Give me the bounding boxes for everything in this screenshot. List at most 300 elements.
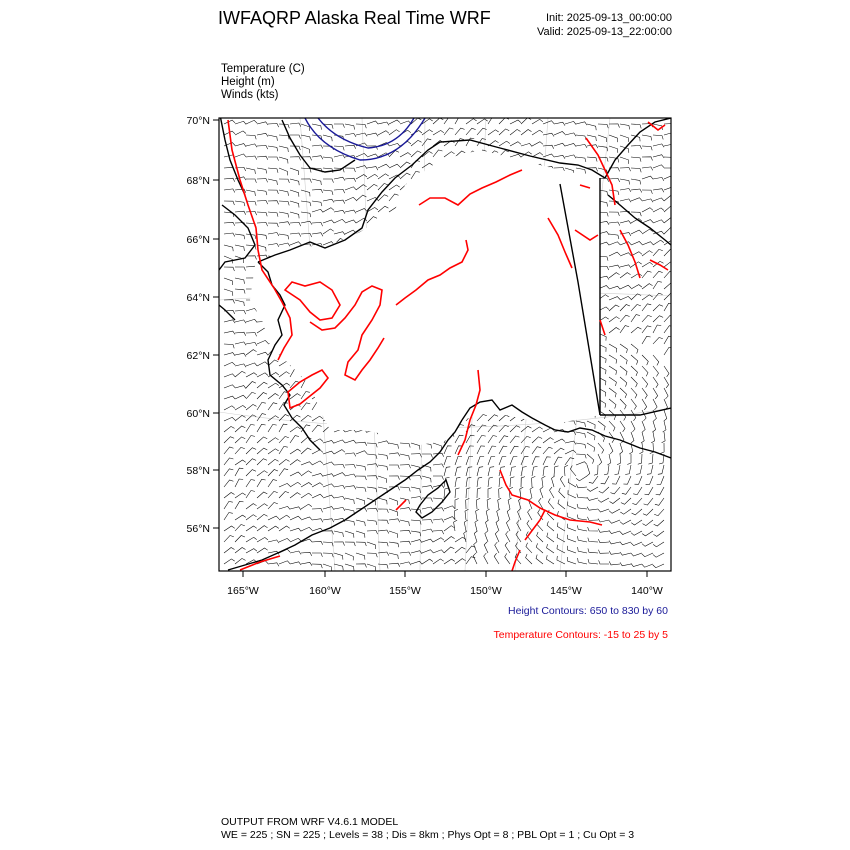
temperature-contour-legend: Temperature Contours: -15 to 25 by 5 [493, 629, 668, 641]
wind-barb [554, 439, 565, 443]
wind-barb [536, 543, 543, 553]
wind-barb [257, 492, 267, 498]
wind-barb [224, 374, 235, 377]
wind-barb [235, 558, 246, 564]
wind-barb [664, 195, 674, 201]
wind-barb [642, 355, 648, 365]
wind-barb [642, 410, 646, 421]
wind-barb [557, 545, 565, 553]
wind-barb [224, 289, 233, 296]
wind-barb [540, 487, 543, 498]
wind-barb [257, 402, 266, 410]
wind-barb [532, 447, 541, 454]
lon-label-140: 140°W [631, 585, 663, 597]
wind-barb [643, 520, 654, 526]
wind-barb [499, 129, 509, 135]
wind-barb [312, 124, 322, 130]
wind-barb [345, 498, 354, 504]
wind-barb [235, 332, 246, 336]
wind-barb [631, 563, 642, 566]
wind-barb [378, 206, 388, 212]
wind-barb [400, 454, 410, 460]
wind-barb [268, 540, 279, 543]
wind-barb [400, 530, 411, 534]
wind-barb [620, 377, 627, 387]
wind-barb [279, 243, 290, 246]
wind-barb [345, 486, 356, 490]
wind-barb [633, 487, 642, 495]
wind-barb [367, 553, 377, 557]
wind-barb [631, 198, 642, 201]
wind-barb [389, 143, 400, 146]
wind-barb [577, 494, 587, 498]
wind-barb [455, 139, 464, 146]
wind-barb [497, 509, 500, 520]
wind-barb [279, 135, 289, 139]
wind-barb [496, 520, 499, 531]
wind-barb [631, 553, 642, 556]
wind-barb [268, 157, 279, 161]
wind-barb [620, 366, 627, 375]
wind-barb [623, 476, 631, 484]
wind-barb [389, 563, 400, 567]
wind-barb [466, 128, 476, 135]
wind-barb [609, 297, 620, 300]
wind-barb [268, 244, 279, 247]
wind-barb [257, 548, 268, 553]
wind-barb [444, 526, 455, 531]
wind-barb [312, 179, 321, 185]
wind-barb [653, 531, 664, 536]
wind-barb [487, 498, 491, 509]
wind-barb [235, 131, 246, 135]
wind-barb [609, 146, 618, 153]
wind-barb [400, 541, 411, 545]
wind-barb [476, 509, 480, 520]
wind-barb [477, 446, 485, 454]
wind-barb [323, 190, 333, 195]
wind-barb [290, 460, 301, 465]
wind-barb [279, 372, 290, 377]
wind-barb [301, 471, 312, 476]
wind-barb [356, 476, 366, 480]
wind-barb [620, 285, 631, 289]
wind-barb [334, 210, 345, 213]
wind-barb [290, 123, 301, 127]
wind-barb [631, 421, 635, 432]
wind-barb [367, 174, 378, 179]
wind-barb [246, 156, 257, 160]
wind-barb [235, 536, 245, 543]
wind-barb [224, 535, 234, 542]
wind-barb [643, 509, 653, 515]
wind-barb [312, 494, 323, 498]
wind-barb [345, 178, 356, 182]
lat-label-60: 60°N [186, 408, 210, 420]
wind-barb [642, 564, 653, 567]
wind-barb [578, 536, 588, 542]
wind-barb [356, 133, 367, 136]
wind-barb [422, 507, 433, 510]
wind-barb [521, 457, 528, 465]
wind-barb [610, 487, 620, 494]
wind-barb [631, 355, 638, 365]
wind-barb [235, 278, 245, 284]
wind-barb [455, 547, 465, 553]
wind-barb [631, 366, 638, 376]
wind-barb [664, 326, 673, 333]
wind-barb [664, 175, 675, 179]
wind-barb [554, 448, 564, 454]
wind-barb [268, 470, 278, 477]
wind-barb [235, 524, 245, 531]
wind-barb [510, 467, 516, 476]
wind-barb [268, 459, 279, 465]
wind-barb [589, 476, 598, 483]
wind-barb [400, 465, 411, 469]
wind-barb [235, 426, 245, 432]
wind-barb [653, 553, 664, 557]
wind-barb [499, 487, 503, 498]
wind-barb [612, 476, 620, 484]
wind-barb [257, 373, 268, 377]
wind-barb [588, 538, 598, 542]
wind-barb [433, 538, 444, 542]
wind-barb [653, 366, 659, 377]
wind-barb [224, 362, 235, 366]
wind-barb [378, 164, 389, 168]
wind-barb [257, 133, 268, 136]
height-contour-legend: Height Contours: 650 to 830 by 60 [508, 605, 668, 617]
wind-barb [389, 453, 400, 457]
map-title: IWFAQRP Alaska Real Time WRF [218, 8, 491, 28]
wind-barb [664, 124, 675, 128]
wind-barb [565, 133, 576, 136]
wind-barb [334, 440, 345, 443]
wind-barb [475, 520, 478, 531]
wind-barb [235, 234, 245, 239]
wind-barb [268, 190, 278, 194]
wind-barb [235, 121, 246, 124]
wind-barb [279, 424, 287, 432]
wind-barb [257, 393, 267, 400]
wind-barb [547, 544, 554, 553]
wind-barb [356, 564, 367, 568]
wind-barb [499, 457, 506, 466]
wind-barb [345, 220, 356, 223]
wind-barb [422, 454, 433, 458]
wind-barb [620, 135, 629, 142]
wind-barb [224, 353, 235, 356]
wind-barb [454, 509, 458, 520]
wind-barb [631, 542, 642, 546]
wind-barb [651, 432, 654, 443]
wind-barb [653, 240, 664, 245]
wind-barb [301, 562, 312, 565]
wind-barb [334, 496, 345, 499]
wind-barb [495, 531, 499, 542]
wind-barb [268, 526, 279, 531]
wind-barb [279, 561, 290, 564]
wind-barb [599, 560, 609, 564]
wind-barb [290, 233, 301, 237]
wind-barb [334, 485, 345, 488]
wind-barb [389, 194, 399, 201]
wind-barb [473, 553, 477, 564]
wind-barb [641, 432, 644, 443]
wind-barb [653, 542, 664, 547]
wind-barb [334, 542, 345, 546]
wind-barb [444, 547, 454, 553]
wind-barb [279, 234, 289, 239]
wind-barb [537, 532, 543, 542]
wind-barb [620, 168, 631, 172]
wind-barb [246, 526, 257, 531]
wind-barb [257, 362, 268, 366]
wind-barb [653, 377, 658, 388]
wind-barb [345, 168, 355, 172]
wind-barb [268, 516, 279, 520]
wind-barb [444, 128, 453, 135]
wind-barb [312, 461, 323, 465]
wind-barb [235, 364, 246, 367]
wind-barb [422, 130, 433, 135]
wind-barb [506, 531, 510, 542]
wind-barb [484, 553, 488, 564]
wind-barb [588, 548, 598, 553]
wind-barb [609, 366, 617, 375]
wind-barb [235, 479, 243, 487]
map-plot-area [219, 115, 675, 571]
wind-barb [609, 135, 618, 142]
wind-barb [323, 220, 334, 223]
wind-barb [323, 462, 334, 465]
wind-barb [279, 506, 290, 509]
wind-barb [477, 467, 483, 476]
wind-barb [268, 394, 279, 400]
wind-barb [577, 525, 587, 531]
wind-barb [224, 201, 234, 205]
wind-barb [609, 234, 619, 239]
wind-barb [642, 284, 653, 289]
wind-barb [455, 488, 460, 498]
wind-barb [246, 382, 256, 389]
wind-barb [587, 124, 596, 130]
wind-barb [235, 437, 245, 443]
wind-barb [510, 446, 519, 454]
wind-barb [620, 388, 627, 398]
wind-barb [609, 252, 620, 256]
wind-barb [642, 208, 653, 212]
wind-barb [422, 559, 433, 564]
wind-barb [301, 504, 312, 509]
wind-barb [323, 208, 334, 212]
wind-barb [257, 190, 267, 195]
wind-barb [642, 377, 648, 388]
wind-barb [609, 388, 616, 397]
wind-barb [476, 498, 480, 509]
wind-barb [279, 392, 288, 399]
wind-barb [620, 253, 631, 256]
wind-barb [466, 435, 475, 443]
wind-barb [334, 200, 345, 204]
wind-barb [356, 451, 367, 454]
wind-barb [378, 509, 388, 513]
wind-barb [477, 435, 486, 443]
wind-barb [653, 293, 663, 300]
wind-barb [301, 448, 311, 454]
wind-barb [601, 476, 609, 484]
wind-barb [290, 135, 301, 139]
wind-barb [323, 451, 334, 454]
wind-barb [378, 542, 388, 546]
wind-barb [334, 473, 345, 476]
wind-barb [565, 155, 576, 158]
wind-barb [290, 242, 301, 245]
wind-barb [246, 342, 257, 346]
wind-barb [323, 199, 334, 202]
wind-barb [576, 443, 586, 448]
wind-barb [568, 502, 576, 510]
wind-barb [642, 262, 653, 267]
wind-barb [664, 228, 674, 234]
wind-barb [389, 120, 400, 124]
wind-barb [477, 488, 481, 498]
wind-barb [642, 242, 653, 245]
wind-barb [642, 421, 645, 432]
wind-barb [367, 487, 377, 492]
wind-barb [279, 168, 287, 175]
wind-barb [422, 139, 431, 146]
wind-barb [235, 460, 246, 465]
wind-barb [367, 443, 377, 447]
wind-barb [567, 557, 576, 564]
wind-barb [246, 363, 257, 366]
wind-barb [632, 509, 642, 515]
wind-barb [507, 509, 510, 520]
wind-barb [631, 285, 642, 289]
wind-barb [224, 300, 235, 304]
wind-barb [312, 233, 323, 237]
wind-barb [367, 542, 376, 549]
wind-barb [653, 208, 664, 212]
wind-barb [290, 493, 301, 498]
wind-barb [334, 450, 345, 454]
wind-barb [653, 564, 664, 568]
wind-barb [345, 210, 356, 213]
wind-barb [510, 457, 517, 465]
wind-barb [620, 265, 631, 268]
wind-barb [433, 519, 444, 523]
wind-barb [290, 394, 301, 399]
wind-barb [653, 144, 664, 147]
wind-barb [433, 476, 444, 480]
wind-barb [444, 467, 450, 476]
wind-barb [224, 501, 233, 509]
wind-barb [657, 476, 664, 484]
wind-barb [588, 559, 598, 564]
wind-barb [576, 122, 587, 125]
wind-barb [516, 531, 521, 542]
wind-barb [653, 135, 663, 139]
wind-barb [422, 539, 433, 542]
wind-barb [400, 153, 411, 157]
wind-barb [312, 483, 323, 487]
wind-barb [656, 487, 664, 495]
wind-barb [652, 421, 655, 432]
wind-barb [345, 542, 355, 546]
wind-barb [389, 553, 398, 559]
wind-barb [631, 179, 641, 184]
wind-barb [290, 528, 301, 531]
wind-barb [653, 155, 664, 158]
wind-barb [224, 267, 234, 271]
wind-barb [389, 542, 399, 547]
wind-barb [521, 446, 530, 454]
wind-barb [642, 326, 651, 333]
wind-barb [301, 233, 312, 237]
wind-barb [411, 520, 421, 525]
wind-barb [235, 501, 244, 509]
wind-barb [455, 128, 465, 135]
wind-barb [312, 223, 323, 227]
wind-barb [224, 458, 233, 465]
wind-barb [645, 487, 654, 495]
wind-barb [235, 493, 246, 498]
wind-barb [268, 502, 278, 509]
wind-barb [598, 443, 604, 454]
wind-barb [653, 198, 664, 201]
lat-label-68: 68°N [186, 175, 210, 187]
wind-barb [279, 146, 288, 152]
wind-barb [655, 498, 664, 505]
wind-barb [224, 480, 233, 487]
wind-barb [389, 476, 400, 480]
wind-barb [664, 294, 674, 300]
wind-barb [290, 551, 301, 554]
wind-barb [224, 559, 235, 564]
wind-barb [546, 555, 554, 564]
wind-barb [598, 135, 607, 142]
wind-barb [301, 168, 311, 173]
wind-barb [235, 211, 246, 215]
wind-barb [334, 553, 343, 560]
wind-barb [664, 206, 674, 212]
wind-barb [367, 508, 378, 512]
wind-barb [268, 480, 277, 487]
wind-barb [279, 201, 289, 205]
wind-barb [389, 185, 400, 190]
wind-barb [568, 535, 577, 542]
wind-barb [620, 531, 631, 535]
wind-barb [323, 553, 333, 557]
wind-barb [477, 477, 482, 487]
wind-barb [642, 167, 653, 171]
wind-barb [290, 212, 299, 218]
wind-barb [620, 273, 631, 278]
wind-barb [323, 179, 334, 183]
wind-barb [290, 201, 299, 208]
wind-barb [543, 438, 554, 443]
wind-barb [587, 454, 594, 464]
wind-barb [664, 315, 674, 322]
wind-barb [642, 542, 653, 546]
wind-barb [620, 296, 631, 300]
wind-barb [510, 426, 520, 432]
lat-label-64: 64°N [186, 292, 210, 304]
wind-barb [631, 531, 642, 535]
variable-winds: Winds (kts) [221, 89, 279, 101]
